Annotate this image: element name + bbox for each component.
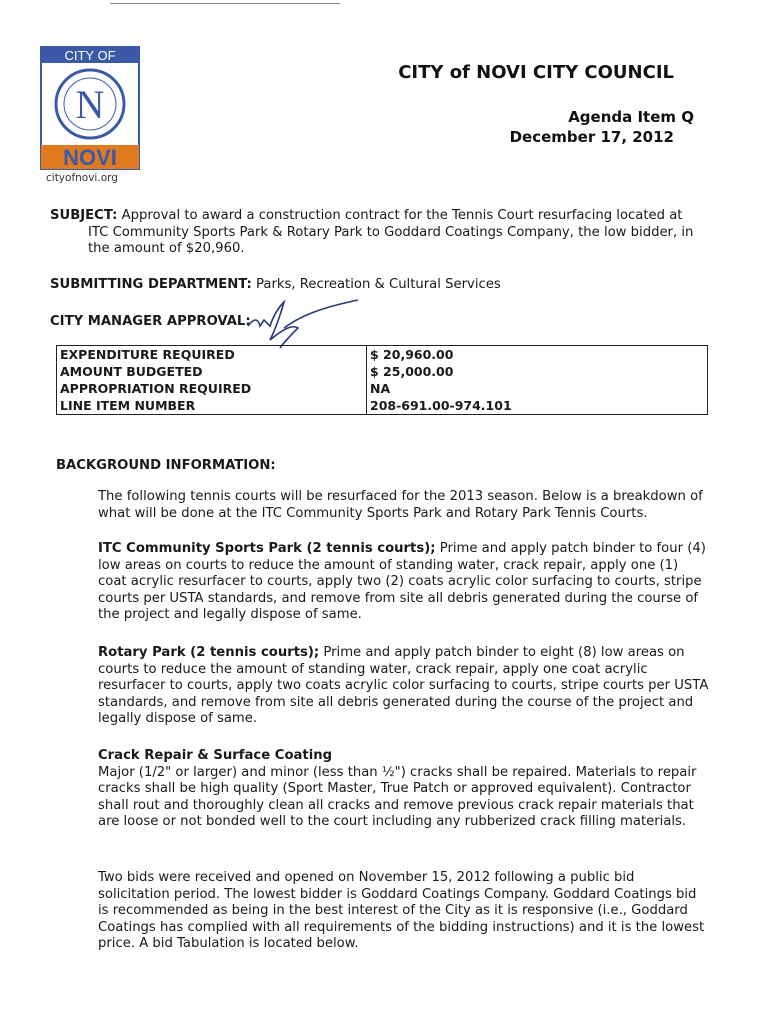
table-cell-label: LINE ITEM NUMBER xyxy=(57,397,367,415)
table-row xyxy=(57,363,708,380)
table-cell-value: 208-691.00-974.101 xyxy=(370,398,512,413)
subject-rest: ITC Community Sports Park & Rotary Park to Goddard Coatings Company, the low bidder, in the amount of $20,960. xyxy=(88,224,694,256)
council-title: CITY of NOVI CITY COUNCIL xyxy=(398,62,674,83)
rotary-paragraph xyxy=(98,645,710,728)
subject-label: SUBJECT: xyxy=(50,208,118,223)
itc-text: Prime and apply patch binder to four (4) low areas on courts to reduce the amount of standing water, crack repair, apply one (1) coat acrylic resurfacer to courts, apply two (2) coats acrylic color surfacing to courts, stripe courts per USTA standards, and remove from site all debris generated during the course of the project and legally dispose of same. xyxy=(98,541,706,623)
background-intro: The following tennis courts will be resurfaced for the 2013 season. Below is a breakdown of what will be done at the ITC Community Sports Park and Rotary Park Tennis Courts. xyxy=(98,489,703,521)
crack-text: Major (1/2" or larger) and minor (less than ½") cracks shall be repaired. Materials to repair cracks shall be high quality (Sport Master, True Patch or approved equivalent). Contractor shall rout and thoroughly clean all cracks and remove previous crack repair materials that are loose or not bonded well to the court including any rubberized crack filling materials. xyxy=(98,764,697,830)
rotary-label: Rotary Park (2 tennis courts); xyxy=(98,645,320,660)
logo-top-text: CITY OF xyxy=(64,48,116,63)
table-row xyxy=(57,346,708,364)
logo-letter: N xyxy=(75,82,105,127)
crack-heading: Crack Repair & Surface Coating xyxy=(98,748,333,763)
expenditure-table xyxy=(56,345,708,415)
table-cell-label: APPROPRIATION REQUIRED xyxy=(57,380,367,397)
crack-repair-paragraph xyxy=(98,748,710,831)
agenda-item: Agenda Item Q xyxy=(568,108,694,126)
itc-paragraph xyxy=(98,541,710,624)
department-label: SUBMITTING DEPARTMENT: xyxy=(50,277,252,292)
table-row xyxy=(57,380,708,397)
table-cell-label: AMOUNT BUDGETED xyxy=(57,363,367,380)
meeting-date: December 17, 2012 xyxy=(509,128,674,146)
logo-bottom-text: NOVI xyxy=(63,145,117,170)
subject-first-line: Approval to award a construction contract for the Tennis Court resurfacing located at xyxy=(121,208,683,223)
rotary-text: Prime and apply patch binder to eight (8) low areas on courts to reduce the amount of standing water, crack repair, apply one coat acrylic resurfacer to courts, apply two coats acrylic color surfacing to courts, stripe courts per USTA standards, and remove from site all debris generated during the course of the project and legally dispose of same. xyxy=(98,645,709,727)
table-cell-value: $ 20,960.00 xyxy=(370,347,454,362)
subject-block xyxy=(50,208,710,258)
table-cell-label: EXPENDITURE REQUIRED xyxy=(57,346,367,364)
logo-url: cityofnovi.org xyxy=(46,172,118,184)
background-heading: BACKGROUND INFORMATION: xyxy=(56,458,276,473)
table-cell-value: NA xyxy=(370,381,391,396)
department-value: Parks, Recreation & Cultural Services xyxy=(256,277,501,292)
bids-paragraph: Two bids were received and opened on November 15, 2012 following a public bid solicitation period. The lowest bidder is Goddard Coatings Company. Goddard Coatings bid is recommended as being in the best interest of the City as it is responsive (i.e., Goddard Coatings has complied with all requirements of the bidding instructions) and it is the lowest price. A bid Tabulation is located below. xyxy=(98,870,705,952)
city-of-novi-logo xyxy=(40,46,140,170)
scan-edge-line xyxy=(110,3,340,4)
itc-label: ITC Community Sports Park (2 tennis courts); xyxy=(98,541,436,556)
city-manager-approval-label: CITY MANAGER APPROVAL: xyxy=(50,314,251,329)
submitting-department xyxy=(50,277,501,292)
table-row xyxy=(57,397,708,415)
table-cell-value: $ 25,000.00 xyxy=(370,364,454,379)
